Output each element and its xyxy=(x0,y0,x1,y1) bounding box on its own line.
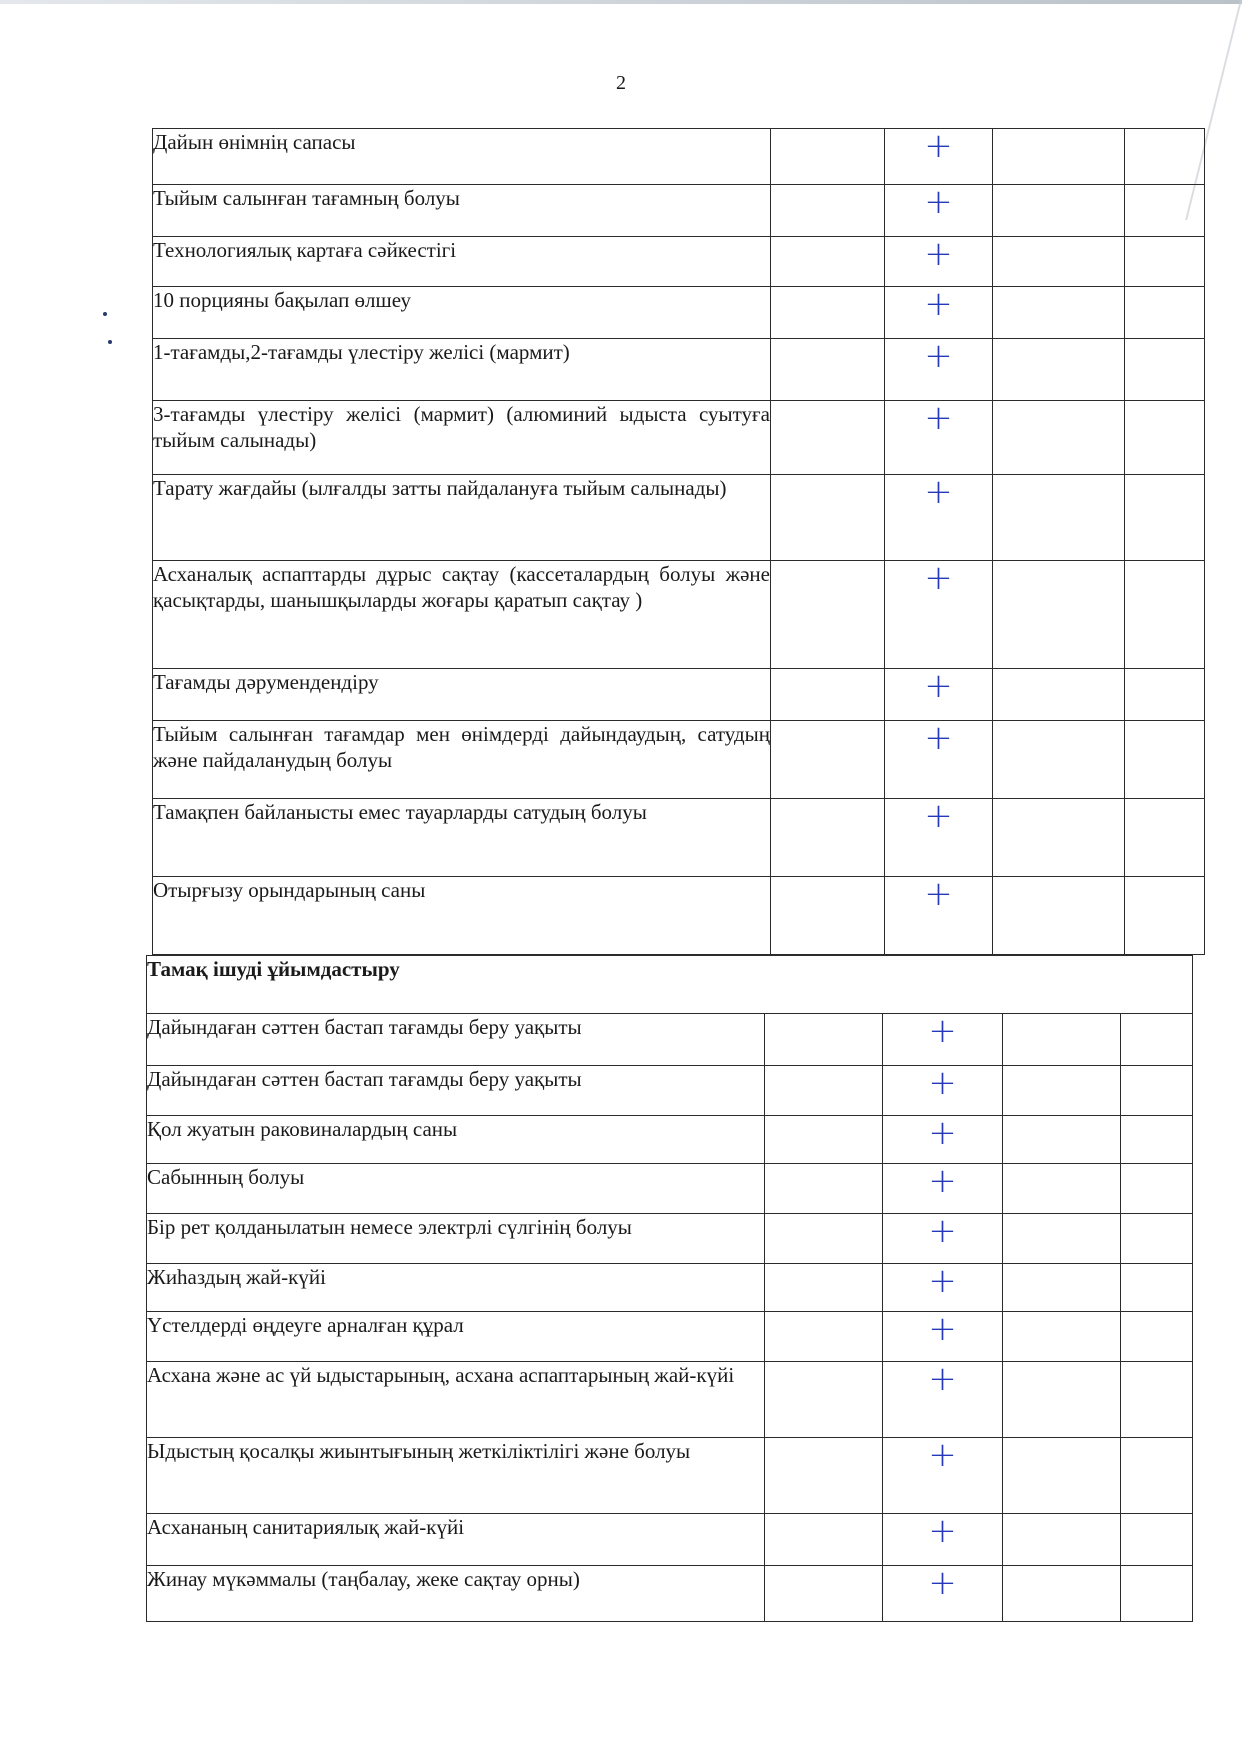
blank-cell xyxy=(771,561,885,669)
blank-cell xyxy=(765,1362,883,1438)
mark-cell xyxy=(885,182,993,237)
table-row xyxy=(153,561,1205,669)
criterion-cell: Тағамды дәрумендендіру xyxy=(153,669,771,721)
plus-mark: + xyxy=(924,796,953,836)
table-row xyxy=(147,1362,1193,1438)
blank-cell xyxy=(1003,1312,1121,1362)
plus-mark: + xyxy=(928,1563,957,1603)
blank-cell xyxy=(1003,1566,1121,1622)
blank-cell xyxy=(993,721,1125,799)
plus-mark: + xyxy=(928,1261,957,1301)
criterion-cell: Жиһаздың жай-күйі xyxy=(147,1264,765,1312)
blank-cell xyxy=(771,287,885,339)
mark-cell xyxy=(885,234,993,287)
mark-cell xyxy=(883,1063,1003,1116)
blank-cell xyxy=(765,1116,883,1164)
mark-cell xyxy=(883,1511,1003,1566)
criterion-cell: Сабынның болуы xyxy=(147,1164,765,1214)
table-row xyxy=(147,1438,1193,1514)
blank-cell xyxy=(1125,129,1205,185)
checklist-table-bottom xyxy=(146,955,1193,1622)
blank-cell xyxy=(1003,1214,1121,1264)
blank-cell xyxy=(1125,185,1205,237)
criterion-cell: Тыйым салынған тағамның болуы xyxy=(153,185,771,237)
blank-cell xyxy=(1125,237,1205,287)
blank-cell xyxy=(993,561,1125,669)
plus-mark: + xyxy=(924,126,953,166)
table-row xyxy=(147,1014,1193,1066)
blank-cell xyxy=(765,1312,883,1362)
blank-cell xyxy=(1121,1566,1193,1622)
criterion-cell: Жинау мүкәммалы (таңбалау, жеке сақтау орны) xyxy=(147,1566,765,1622)
table-row xyxy=(153,877,1205,955)
plus-mark: + xyxy=(924,398,953,438)
scan-top-edge xyxy=(0,0,1242,4)
criterion-cell: Дайын өнімнің сапасы xyxy=(153,129,771,185)
blank-cell xyxy=(1121,1362,1193,1438)
blank-cell xyxy=(1121,1438,1193,1514)
blank-cell xyxy=(993,401,1125,475)
plus-mark: + xyxy=(928,1063,957,1103)
mark-cell xyxy=(883,1261,1003,1312)
blank-cell xyxy=(771,475,885,561)
criterion-cell: Дайындаған сәттен бастап тағамды беру уақыты xyxy=(147,1014,765,1066)
criterion-cell: 3-тағамды үлестіру желісі (мармит) (алюминий ыдыста суытуға тыйым салынады) xyxy=(153,401,771,475)
mark-cell xyxy=(885,126,993,185)
blank-cell xyxy=(1125,669,1205,721)
criterion-cell: Ыдыстың қосалқы жиынтығының жеткіліктілігі және болуы xyxy=(147,1438,765,1514)
blank-cell xyxy=(1003,1014,1121,1066)
table-row xyxy=(153,401,1205,475)
blank-cell xyxy=(993,475,1125,561)
blank-cell xyxy=(765,1164,883,1214)
blank-cell xyxy=(765,1514,883,1566)
mark-cell xyxy=(883,1309,1003,1362)
plus-mark: + xyxy=(928,1211,957,1251)
blank-cell xyxy=(771,237,885,287)
blank-cell xyxy=(1121,1264,1193,1312)
blank-cell xyxy=(1003,1066,1121,1116)
criterion-cell: Технологиялық картаға сәйкестігі xyxy=(153,237,771,287)
blank-cell xyxy=(1125,561,1205,669)
blank-cell xyxy=(1121,1014,1193,1066)
table-row xyxy=(153,669,1205,721)
criterion-cell: Қол жуатын раковиналардың саны xyxy=(147,1116,765,1164)
section-row xyxy=(147,956,1193,1014)
mark-cell xyxy=(883,1011,1003,1066)
plus-mark: + xyxy=(924,666,953,706)
plus-mark: + xyxy=(928,1011,957,1051)
blank-cell xyxy=(765,1066,883,1116)
blank-cell xyxy=(1003,1514,1121,1566)
criterion-cell: Тарату жағдайы (ылғалды затты пайдалануға тыйым салынады) xyxy=(153,475,771,561)
blank-cell xyxy=(1125,799,1205,877)
criterion-cell: Отырғызу орындарының саны xyxy=(153,877,771,955)
blank-cell xyxy=(1003,1264,1121,1312)
blank-cell xyxy=(993,129,1125,185)
table-row xyxy=(153,799,1205,877)
table-row xyxy=(153,287,1205,339)
blank-cell xyxy=(771,877,885,955)
mark-cell xyxy=(883,1359,1003,1438)
page-number: 2 xyxy=(616,72,626,94)
blank-cell xyxy=(1121,1116,1193,1164)
mark-cell xyxy=(883,1435,1003,1514)
plus-mark: + xyxy=(924,234,953,274)
criterion-cell: Тамақпен байланысты емес тауарларды сатудың болуы xyxy=(153,799,771,877)
plus-mark: + xyxy=(924,472,953,512)
criterion-cell: Тыйым салынған тағамдар мен өнімдерді дайындаудың, сатудың және пайдаланудың болуы xyxy=(153,721,771,799)
plus-mark: + xyxy=(928,1309,957,1349)
blank-cell xyxy=(771,185,885,237)
criterion-cell: Асханалық аспаптарды дұрыс сақтау (кассеталардың болуы және қасықтарды, шанышқыларды жоғары қаратып сақтау ) xyxy=(153,561,771,669)
table-row xyxy=(153,721,1205,799)
blank-cell xyxy=(1003,1116,1121,1164)
table-row xyxy=(153,339,1205,401)
table-row xyxy=(153,237,1205,287)
mark-cell xyxy=(885,718,993,799)
plus-mark: + xyxy=(924,284,953,324)
blank-cell xyxy=(1125,339,1205,401)
blank-cell xyxy=(765,1438,883,1514)
criterion-cell: Бір рет қолданылатын немесе электрлі сүлгінің болуы xyxy=(147,1214,765,1264)
scan-speck xyxy=(108,340,112,344)
mark-cell xyxy=(885,398,993,475)
criterion-cell: 1-тағамды,2-тағамды үлестіру желісі (мармит) xyxy=(153,339,771,401)
blank-cell xyxy=(1125,721,1205,799)
section-title: Тамақ ішуді ұйымдастыру xyxy=(147,956,1193,1014)
blank-cell xyxy=(993,877,1125,955)
blank-cell xyxy=(765,1264,883,1312)
blank-cell xyxy=(1121,1312,1193,1362)
mark-cell xyxy=(883,1113,1003,1164)
criterion-cell: Үстелдерді өңдеуге арналған құрал xyxy=(147,1312,765,1362)
blank-cell xyxy=(993,237,1125,287)
plus-mark: + xyxy=(928,1113,957,1153)
mark-cell xyxy=(885,284,993,339)
plus-mark: + xyxy=(924,874,953,914)
criterion-cell: Асхананың санитариялық жай-күйі xyxy=(147,1514,765,1566)
mark-cell xyxy=(885,796,993,877)
criterion-cell: 10 порцияны бақылап өлшеу xyxy=(153,287,771,339)
plus-mark: + xyxy=(928,1435,957,1475)
mark-cell xyxy=(885,874,993,955)
blank-cell xyxy=(765,1014,883,1066)
blank-cell xyxy=(1121,1214,1193,1264)
blank-cell xyxy=(771,721,885,799)
blank-cell xyxy=(771,799,885,877)
blank-cell xyxy=(1003,1362,1121,1438)
blank-cell xyxy=(1125,475,1205,561)
plus-mark: + xyxy=(928,1511,957,1551)
plus-mark: + xyxy=(924,182,953,222)
blank-cell xyxy=(1125,877,1205,955)
table-row xyxy=(147,1312,1193,1362)
blank-cell xyxy=(1003,1164,1121,1214)
table-row xyxy=(153,475,1205,561)
mark-cell xyxy=(885,472,993,561)
plus-mark: + xyxy=(924,558,953,598)
checklist-table-top xyxy=(152,128,1205,955)
table-row xyxy=(147,1214,1193,1264)
blank-cell xyxy=(1003,1438,1121,1514)
mark-cell xyxy=(883,1211,1003,1264)
mark-cell xyxy=(885,666,993,721)
blank-cell xyxy=(1125,287,1205,339)
blank-cell xyxy=(771,129,885,185)
table-row xyxy=(153,185,1205,237)
blank-cell xyxy=(1121,1164,1193,1214)
blank-cell xyxy=(993,669,1125,721)
table-row xyxy=(147,1066,1193,1116)
blank-cell xyxy=(993,287,1125,339)
plus-mark: + xyxy=(928,1161,957,1201)
mark-cell xyxy=(883,1161,1003,1214)
mark-cell xyxy=(885,558,993,669)
scan-speck xyxy=(103,312,107,316)
blank-cell xyxy=(993,339,1125,401)
table-row xyxy=(147,1264,1193,1312)
plus-mark: + xyxy=(924,718,953,758)
plus-mark: + xyxy=(928,1359,957,1399)
mark-cell xyxy=(883,1563,1003,1622)
blank-cell xyxy=(765,1566,883,1622)
blank-cell xyxy=(993,799,1125,877)
criterion-cell: Асхана және ас үй ыдыстарының, асхана аспаптарының жай-күйі xyxy=(147,1362,765,1438)
blank-cell xyxy=(771,339,885,401)
mark-cell xyxy=(885,336,993,401)
table-row xyxy=(147,1116,1193,1164)
criterion-cell: Дайындаған сәттен бастап тағамды беру уақыты xyxy=(147,1066,765,1116)
blank-cell xyxy=(1121,1514,1193,1566)
blank-cell xyxy=(771,669,885,721)
plus-mark: + xyxy=(924,336,953,376)
table-row xyxy=(147,1514,1193,1566)
blank-cell xyxy=(1121,1066,1193,1116)
blank-cell xyxy=(765,1214,883,1264)
table-row xyxy=(153,129,1205,185)
blank-cell xyxy=(771,401,885,475)
table-row xyxy=(147,1566,1193,1622)
table-row xyxy=(147,1164,1193,1214)
blank-cell xyxy=(1125,401,1205,475)
blank-cell xyxy=(993,185,1125,237)
